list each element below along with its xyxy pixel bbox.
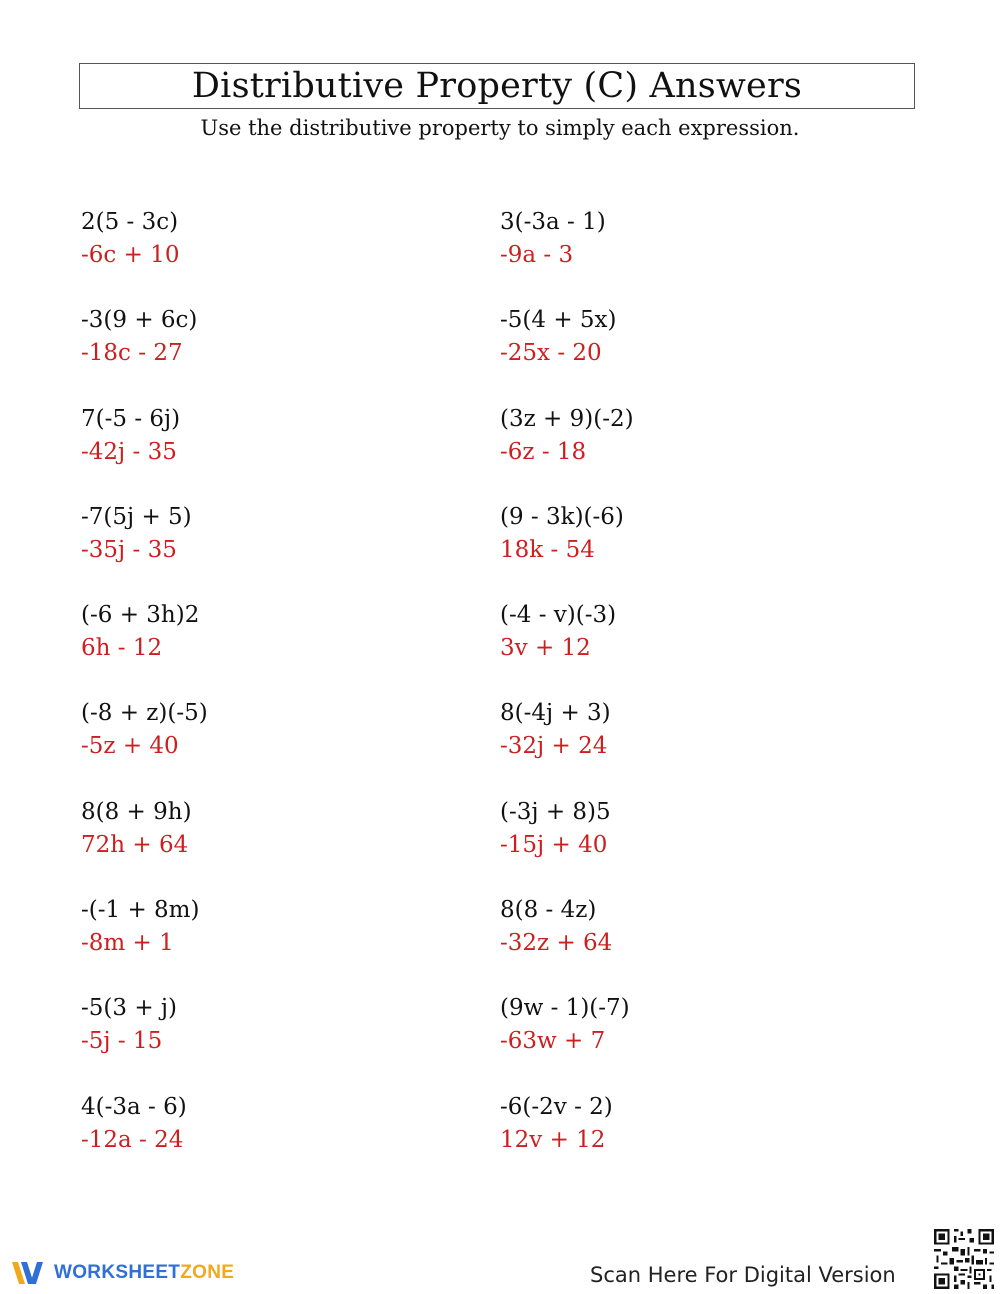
problem-item [500, 1091, 880, 1189]
problem-answer: 18k - 54 [500, 536, 595, 563]
problem-answer: -9a - 3 [500, 242, 574, 268]
problem-expression: 8(8 - 4z) [500, 897, 597, 924]
problem-item [500, 599, 880, 697]
problem-answer: -32j + 24 [500, 733, 608, 760]
problem-answer: -63w + 7 [500, 1028, 606, 1055]
problem-item [500, 894, 880, 992]
problem-expression: (3z + 9)(-2) [500, 405, 634, 432]
problem-answer: -32z + 64 [500, 930, 613, 957]
problem-item [81, 599, 461, 697]
worksheet-zone-logo[interactable] [10, 1256, 234, 1290]
problem-item [500, 992, 880, 1090]
problem-expression: 8(-4j + 3) [500, 700, 611, 727]
problem-answer: -6z - 18 [500, 438, 587, 465]
problem-item [500, 403, 880, 501]
problem-answer: -5j - 15 [81, 1028, 163, 1055]
problem-expression: -7(5j + 5) [81, 503, 192, 530]
problem-answer: -42j - 35 [81, 438, 177, 465]
brand-name [54, 1262, 234, 1284]
problem-expression: 3(-3a - 1) [500, 209, 606, 235]
problem-answer: -35j - 35 [81, 536, 177, 563]
problem-item [500, 304, 880, 402]
page-title: Distributive Property (C) Answers [191, 66, 803, 106]
problem-expression: (-3j + 8)5 [500, 798, 611, 825]
instructions: Use the distributive property to simply each expression. [200, 116, 800, 140]
problem-expression: -(-1 + 8m) [81, 897, 200, 924]
problem-item [81, 501, 461, 599]
problem-answer: -25x - 20 [500, 340, 602, 367]
problem-expression: -6(-2v - 2) [500, 1093, 613, 1120]
problem-expression: 8(8 + 9h) [81, 798, 192, 825]
qr-code-icon[interactable] [932, 1227, 996, 1291]
problem-expression: (9w - 1)(-7) [500, 995, 630, 1022]
problems-left-column [81, 206, 461, 1189]
problem-answer: -8m + 1 [81, 930, 174, 957]
problem-expression: (-4 - v)(-3) [500, 602, 617, 629]
problem-answer: -6c + 10 [81, 242, 180, 268]
problem-item [500, 796, 880, 894]
problem-item [500, 501, 880, 599]
problem-answer: -5z + 40 [81, 733, 179, 760]
worksheet-zone-logo-icon [10, 1258, 48, 1288]
problem-answer: 12v + 12 [500, 1126, 606, 1153]
problem-expression: -5(4 + 5x) [500, 307, 617, 334]
problem-expression: (-6 + 3h)2 [81, 602, 200, 629]
problem-item [500, 697, 880, 795]
problem-item [81, 403, 461, 501]
problem-answer: -12a - 24 [81, 1126, 184, 1153]
problem-item [500, 206, 880, 304]
problem-answer: 6h - 12 [81, 635, 163, 662]
brand-name-part1: WORKSHEET [54, 1262, 181, 1283]
problem-expression: 4(-3a - 6) [81, 1093, 187, 1120]
problem-item [81, 796, 461, 894]
problem-item [81, 992, 461, 1090]
problem-answer: 72h + 64 [81, 831, 189, 858]
problem-item [81, 206, 461, 304]
problem-item [81, 894, 461, 992]
problem-expression: -5(3 + j) [81, 995, 178, 1022]
problems-right-column [500, 206, 880, 1189]
problem-answer: -15j + 40 [500, 831, 608, 858]
title-box [79, 63, 915, 109]
problem-expression: (9 - 3k)(-6) [500, 503, 624, 530]
problem-item [81, 1091, 461, 1189]
problem-expression: 7(-5 - 6j) [81, 405, 181, 432]
problem-expression: (-8 + z)(-5) [81, 700, 208, 727]
problem-answer: -18c - 27 [81, 340, 183, 367]
scan-prompt: Scan Here For Digital Version [590, 1263, 896, 1287]
problem-expression: -3(9 + 6c) [81, 307, 198, 334]
brand-name-part2: ZONE [180, 1262, 235, 1283]
problem-item [81, 304, 461, 402]
problem-item [81, 697, 461, 795]
problem-expression: 2(5 - 3c) [81, 209, 179, 235]
problem-answer: 3v + 12 [500, 635, 591, 662]
